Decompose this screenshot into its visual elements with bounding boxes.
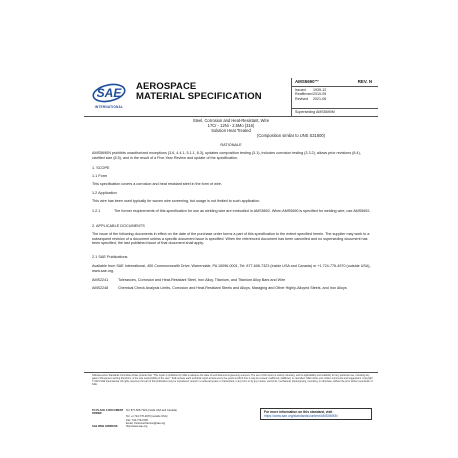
spec-info-box [291, 78, 378, 116]
sae-publications-heading: 2.1 SAE Publications [92, 255, 128, 259]
sae-logo-icon [92, 78, 126, 108]
spec-header [84, 72, 378, 117]
legal-fine-print: SAE Executive Standards Committee Rules provide that: "This report is published by SAE to advance the state of technical and engineering sciences. The use of this report is entirely voluntary, and its applicability and suitability for any particular use, including any patent infringement arising therefrom, is the sole responsibility of the user." SAE reviews each technical report at least every five years at which time it may be revised, reaffirmed, stabilized, or cancelled. SAE invites your written comments and suggestions. Copyright © 2021 SAE International. All rights reserved. No part of this publication may be reproduced, stored in a retrieval system or transmitted, in any form or by any means, electronic, mechanical, photocopying, recording, or otherwise, without the prior written permission of SAE. [92, 374, 373, 386]
title-line: (Composition similar to UNS S31600) [256, 132, 326, 138]
standard-info-box [260, 408, 372, 420]
revision-label: REV. N [357, 79, 372, 84]
info-title: For more information on this standard, visit [264, 410, 333, 414]
rationale-text: AMS5690N prohibits unauthorized exceptions (3.6, 4.4.1, 5.1.1, 8.3), updates composition testing (3.1), includes corrosion testing (3.3.2), allows prior revisions (8.4), clarified size (8.5), and is the result of a Five-Year Review and update of the specification. [92, 151, 361, 160]
title-line: Steel, Corrosion and Heat-Resistant, Wire [192, 118, 270, 123]
material-title [84, 119, 378, 139]
date-row: Reaffirmed 2010-05 [295, 92, 327, 97]
date-list [295, 88, 326, 101]
reference-title: Chemical Check Analysis Limits, Corrosion and Heat-Resistant Steels and Alloys, Maraging and Other Highly-Alloyed Steels, and Iron Alloys [118, 286, 347, 290]
form-text: This specification covers a corrosion and heat resistant steel in the form of wire. [92, 182, 222, 186]
reference-row [92, 278, 374, 283]
reference-row [92, 286, 374, 291]
rationale-heading: RATIONALE [220, 143, 242, 147]
spec-title-line-1: AEROSPACE [136, 81, 197, 92]
document-page [84, 72, 378, 428]
spec-title-line-2: MATERIAL SPECIFICATION [136, 91, 262, 102]
application-text: This wire has been used typically for woven wire screening, but usage is not limited to such application. [92, 199, 261, 203]
title-line: Solution Heat Treated [211, 127, 251, 133]
logo-text: SAE [96, 86, 122, 100]
application-heading: 1.2 Application [92, 191, 117, 195]
logo-subtitle: INTERNATIONAL [94, 105, 124, 109]
welding-note: The former requirements of this specification for use as welding wire are embodied in AMS5692. When AMS5690 is specified for welding wire, use AMS5692. [114, 209, 371, 213]
spec-title [136, 82, 262, 102]
applicable-docs-heading: 2. APPLICABLE DOCUMENTS [92, 224, 145, 228]
date-row: Issued 1939-12 [295, 88, 327, 92]
superseding-note: Superseding AMS5690M [295, 110, 335, 114]
date-row: Revised 2021-06 [295, 96, 327, 101]
section-number: 1.2.1 [92, 209, 101, 213]
title-line: 17Cr - 12Ni - 2.5Mo (316) [207, 122, 255, 128]
scope-heading: 1. SCOPE [92, 166, 110, 170]
reference-code: AMS2248 [92, 286, 109, 290]
form-heading: 1.1 Form [92, 174, 108, 178]
reference-code: AMS2241 [92, 278, 109, 282]
spec-number: AMS5690™ [295, 79, 319, 84]
applicable-docs-text: The issue of the following documents in effect on the date of the purchase order forms a part of this specification to the extent specified herein. The supplier may work to a subsequent revision of a document unless a specific document issue is specified. When the referenced document has been cancelled and no superseding document has been specified, the last published issue of that document shall apply. [92, 232, 370, 246]
sae-publications-text: Available from SAE International, 400 Commonwealth Drive, Warrendale, PA 15096-0001, Tel: 877-606-7323 (inside USA and Canada) or +1 724-776-4970 (outside USA), www.sae.org. [92, 264, 371, 273]
reference-title: Tolerances, Corrosion and Heat-Resistant Steel, Iron Alloy, Titanium, and Titanium Alloy Bars and Wire [118, 278, 286, 282]
order-contact: TO PLACE A DOCUMENT ORDER: Tel: 877-606-7323 (inside USA and Canada) Tel: +1 724-776-4970 (outside USA) Fax: 724-776-0790 Email: CustomerService@sae.org SAE WEB ADDRESS: http://www.sae.org [92, 409, 177, 429]
standard-link[interactable]: https://www.sae.org/standards/content/AMS5690N [264, 414, 338, 419]
